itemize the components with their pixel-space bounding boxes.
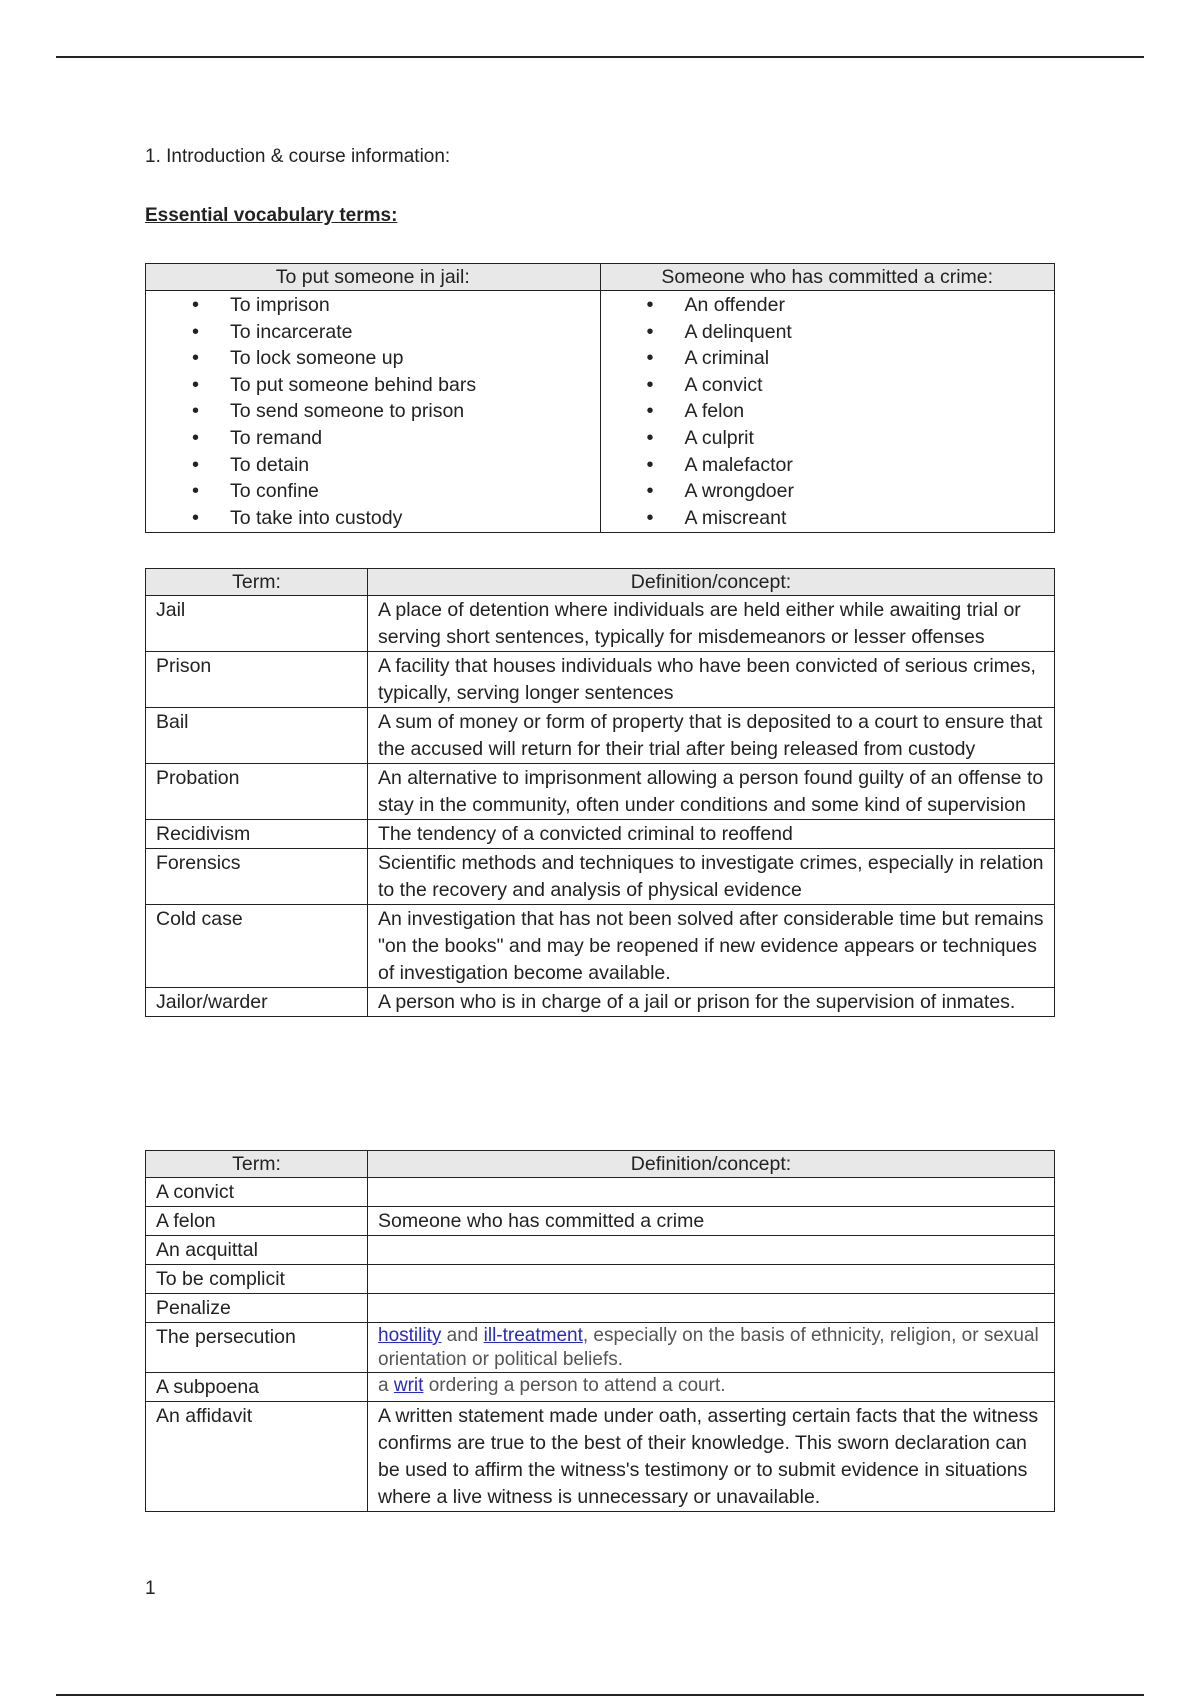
- term-header: Term:: [146, 569, 368, 596]
- list-item: • To confine: [146, 478, 600, 505]
- table-row: [146, 1373, 1055, 1402]
- list-item: • To send someone to prison: [146, 398, 600, 425]
- definition-cell[interactable]: [368, 1178, 1055, 1207]
- term-cell: Prison: [146, 652, 368, 708]
- list-item: • To put someone behind bars: [146, 372, 600, 399]
- definition-cell: An alternative to imprisonment allowing a person found guilty of an offense to stay in the community, often under conditions and some kind of supervision: [368, 764, 1055, 820]
- table-row: [146, 905, 1055, 988]
- definition-cell: A sum of money or form of property that is deposited to a court to ensure that the accused will return for their trial after being released from custody: [368, 708, 1055, 764]
- list-item: • A criminal: [601, 345, 1055, 372]
- definition-cell: [368, 1323, 1055, 1373]
- ill-treatment-link[interactable]: ill-treatment: [483, 1325, 583, 1346]
- list-item: • A miscreant: [601, 505, 1055, 532]
- table-row: [146, 1236, 1055, 1265]
- list-item: • To imprison: [146, 292, 600, 319]
- table-row: [146, 1323, 1055, 1373]
- table-row: [146, 820, 1055, 849]
- term-cell: A subpoena: [146, 1373, 368, 1402]
- term-cell: Bail: [146, 708, 368, 764]
- synonyms-col2-header: Someone who has committed a crime:: [600, 264, 1055, 291]
- term-cell: To be complicit: [146, 1265, 368, 1294]
- definition-text: ordering a person to attend a court.: [423, 1375, 726, 1396]
- definition-cell: The tendency of a convicted criminal to reoffend: [368, 820, 1055, 849]
- term-cell: Forensics: [146, 849, 368, 905]
- table-row: [146, 1207, 1055, 1236]
- definition-cell: A facility that houses individuals who have been convicted of serious crimes, typically, serving longer sentences: [368, 652, 1055, 708]
- list-item: • To take into custody: [146, 505, 600, 532]
- term-cell: Penalize: [146, 1294, 368, 1323]
- definition-cell[interactable]: [368, 1294, 1055, 1323]
- term-cell: Jail: [146, 596, 368, 652]
- definition-cell: A place of detention where individuals are held either while awaiting trial or serving short sentences, typically for misdemeanors or lesser offenses: [368, 596, 1055, 652]
- term-cell: Jailor/warder: [146, 988, 368, 1017]
- term-cell: A felon: [146, 1207, 368, 1236]
- footer-rule: [56, 1694, 1144, 1696]
- term-cell: A convict: [146, 1178, 368, 1207]
- list-item: • To incarcerate: [146, 319, 600, 346]
- term-header: Term:: [146, 1151, 368, 1178]
- criminal-synonym-list: [601, 292, 1055, 531]
- page-number: 1: [145, 1578, 156, 1599]
- definition-cell: Scientific methods and techniques to investigate crimes, especially in relation to the recovery and analysis of physical evidence: [368, 849, 1055, 905]
- synonyms-col2-cell: [600, 291, 1055, 533]
- list-item: • A culprit: [601, 425, 1055, 452]
- list-item: • To detain: [146, 452, 600, 479]
- list-item: • A felon: [601, 398, 1055, 425]
- term-cell: Probation: [146, 764, 368, 820]
- table-row: [146, 764, 1055, 820]
- list-item: • A wrongdoer: [601, 478, 1055, 505]
- list-item: • To remand: [146, 425, 600, 452]
- definition-cell: A person who is in charge of a jail or prison for the supervision of inmates.: [368, 988, 1055, 1017]
- synonyms-table: [145, 263, 1055, 533]
- table-row: [146, 596, 1055, 652]
- list-item: • An offender: [601, 292, 1055, 319]
- vocabulary-subheading: Essential vocabulary terms:: [145, 205, 398, 226]
- term-cell: An acquittal: [146, 1236, 368, 1265]
- table-row: [146, 652, 1055, 708]
- term-cell: Cold case: [146, 905, 368, 988]
- table-row: [146, 708, 1055, 764]
- definition-cell: [368, 1373, 1055, 1402]
- table-row: [146, 1402, 1055, 1512]
- table-row: [146, 1265, 1055, 1294]
- list-item: • To lock someone up: [146, 345, 600, 372]
- table-row: [146, 988, 1055, 1017]
- term-cell: Recidivism: [146, 820, 368, 849]
- subpoena-definition: [378, 1374, 1044, 1398]
- synonyms-col1-cell: [146, 291, 601, 533]
- section-heading: 1. Introduction & course information:: [145, 146, 451, 167]
- writ-link[interactable]: writ: [393, 1375, 424, 1396]
- exercise-table: [145, 1150, 1055, 1512]
- table-row: [146, 1294, 1055, 1323]
- persecution-definition: [378, 1324, 1044, 1372]
- definition-text: and: [441, 1325, 484, 1346]
- definition-cell[interactable]: Someone who has committed a crime: [368, 1207, 1055, 1236]
- term-cell: The persecution: [146, 1323, 368, 1373]
- list-item: • A malefactor: [601, 452, 1055, 479]
- definition-text: , especially on the basis of ethnicity, religion, or sexual orientation or political beliefs.: [378, 1325, 1039, 1370]
- definition-header: Definition/concept:: [368, 569, 1055, 596]
- definition-cell: An investigation that has not been solved after considerable time but remains "on the books" and may be reopened if new evidence appears or techniques of investigation become available.: [368, 905, 1055, 988]
- jail-synonym-list: [146, 292, 600, 531]
- list-item: • A convict: [601, 372, 1055, 399]
- definitions-table: [145, 568, 1055, 1017]
- synonyms-col1-header: To put someone in jail:: [146, 264, 601, 291]
- term-cell: An affidavit: [146, 1402, 368, 1512]
- definition-text: a: [378, 1375, 394, 1396]
- definition-cell[interactable]: [368, 1236, 1055, 1265]
- hostility-link[interactable]: hostility: [378, 1325, 442, 1346]
- table-row: [146, 1178, 1055, 1207]
- definition-cell[interactable]: [368, 1265, 1055, 1294]
- header-rule: [56, 56, 1144, 58]
- list-item: • A delinquent: [601, 319, 1055, 346]
- table-row: [146, 849, 1055, 905]
- definition-header: Definition/concept:: [368, 1151, 1055, 1178]
- definition-cell: A written statement made under oath, asserting certain facts that the witness confirms are true to the best of their knowledge. This sworn declaration can be used to affirm the witness's testimony or to submit evidence in situations where a live witness is unnecessary or unavailable.: [368, 1402, 1055, 1512]
